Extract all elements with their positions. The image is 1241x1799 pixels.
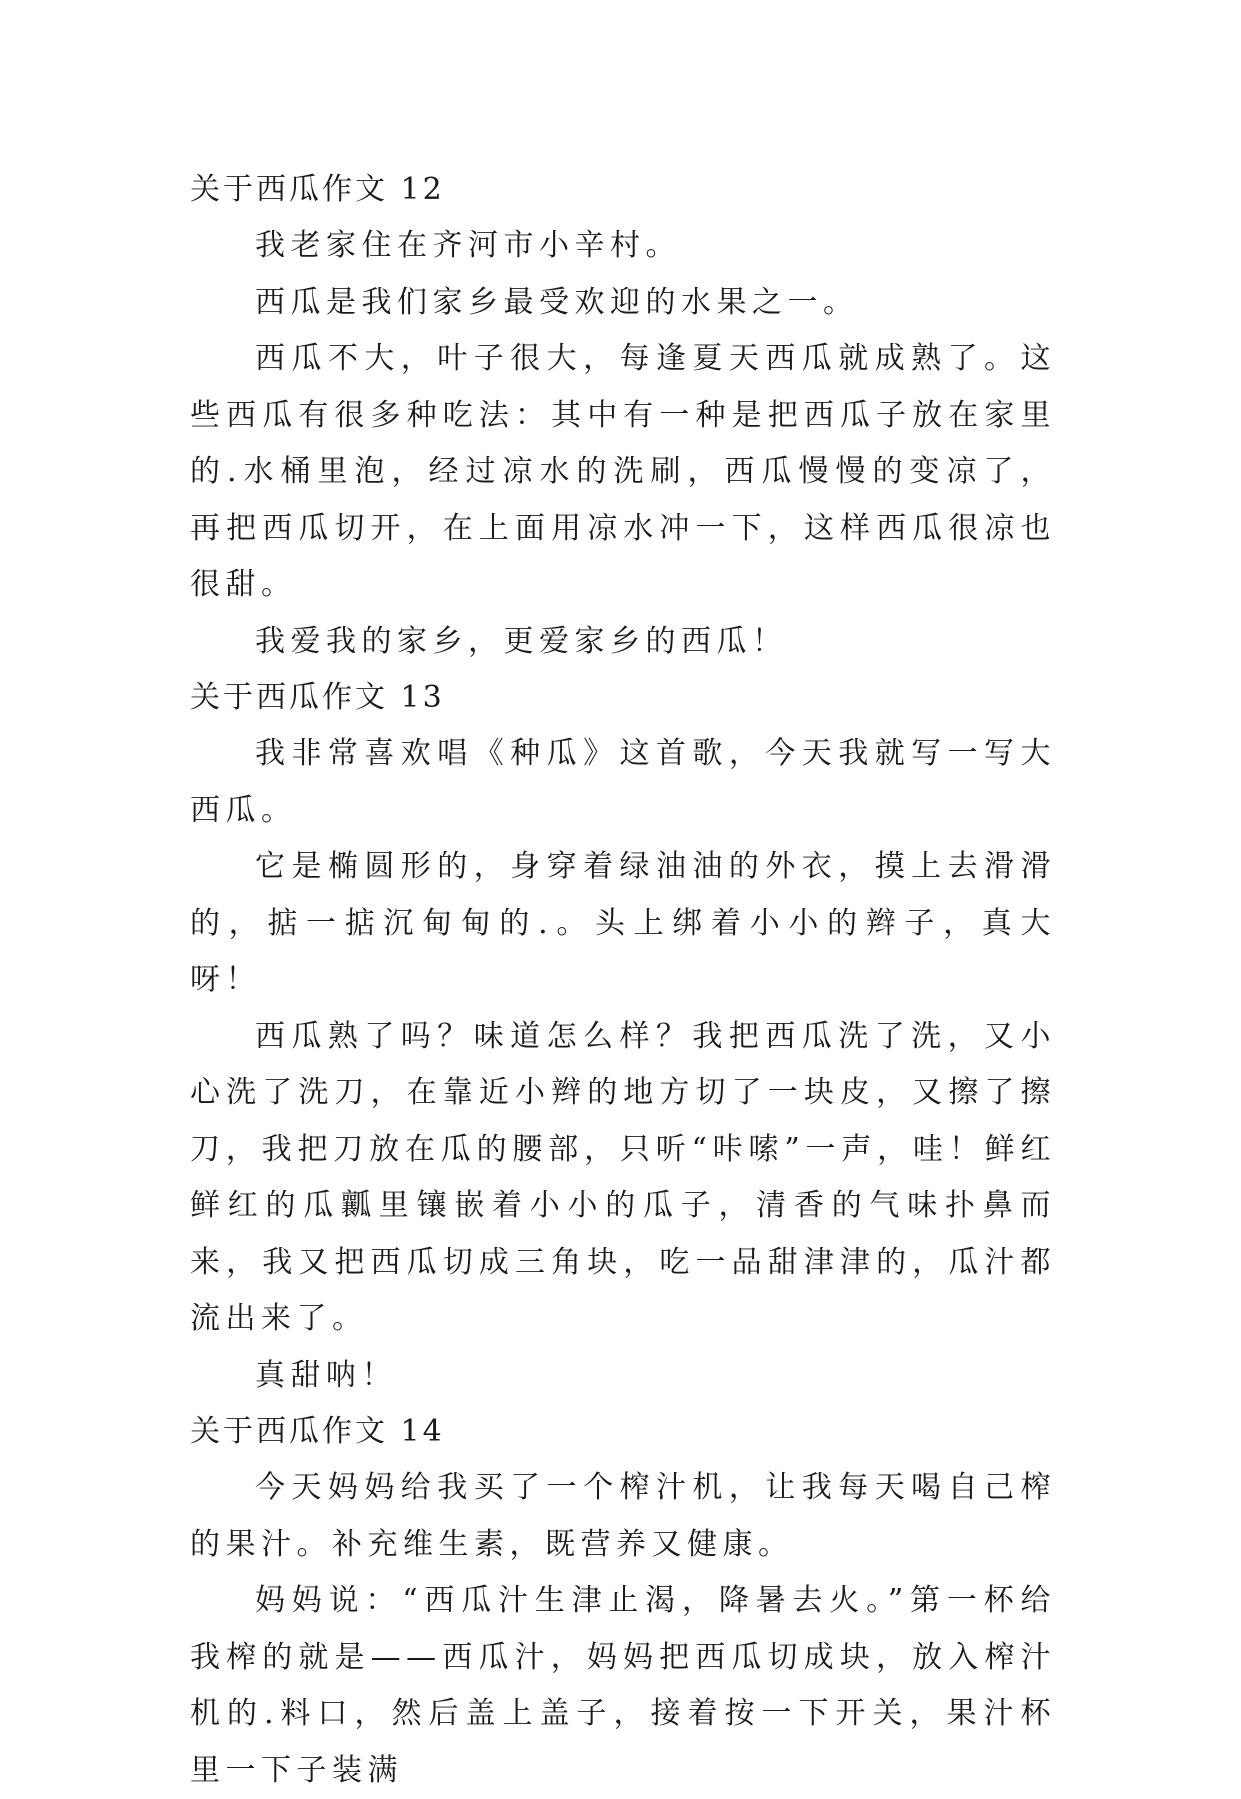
essay-14 <box>190 1404 1056 1799</box>
essay-paragraph: 它是椭圆形的，身穿着绿油油的外衣，摸上去滑滑的，掂一掂沉甸甸的.。头上绑着小小的辫子，真大呀！ <box>190 849 1056 997</box>
essay-paragraph: 我老家住在齐河市小辛村。 <box>255 228 681 263</box>
essay-paragraph: 西瓜是我们家乡最受欢迎的水果之一。 <box>255 284 859 320</box>
document-body <box>190 162 1056 1799</box>
essay-title: 关于西瓜作文 12 <box>190 172 445 207</box>
essay-paragraph: 西瓜不大，叶子很大，每逢夏天西瓜就成熟了。这些西瓜有很多种吃法：其中有一种是把西瓜子放在家里的.水桶里泡，经过凉水的洗刷，西瓜慢慢的变凉了，再把西瓜切开，在上面用凉水冲一下，这样西瓜很凉也很甜。 <box>190 341 1056 602</box>
essay-paragraph: 西瓜熟了吗？味道怎么样？我把西瓜洗了洗，又小心洗了洗刀，在靠近小辫的地方切了一块皮，又擦了擦刀，我把刀放在瓜的腰部，只听“咔嗦”一声，哇！鲜红鲜红的瓜瓤里镶嵌着小小的瓜子，清香的气味扑鼻而来，我又把西瓜切成三角块，吃一品甜津津的，瓜汁都流出来了。 <box>190 1018 1056 1336</box>
essay-paragraph: 妈妈说：“西瓜汁生津止渴，降暑去火。”第一杯给我榨的就是——西瓜汁，妈妈把西瓜切成块，放入榨汁机的.料口，然后盖上盖子，接着按一下开关，果汁杯里一下子装满 <box>190 1583 1056 1788</box>
essay-paragraph: 我爱我的家乡，更爱家乡的西瓜！ <box>255 623 788 659</box>
essay-title: 关于西瓜作文 13 <box>190 680 445 715</box>
essay-paragraph: 真甜呐！ <box>255 1357 397 1393</box>
essay-title: 关于西瓜作文 14 <box>190 1414 445 1449</box>
essay-paragraph: 我非常喜欢唱《种瓜》这首歌，今天我就写一写大西瓜。 <box>190 736 1056 828</box>
essay-paragraph: 今天妈妈给我买了一个榨汁机，让我每天喝自己榨的果汁。补充维生素，既营养又健康。 <box>190 1470 1056 1562</box>
essay-12 <box>190 162 1056 670</box>
essay-13 <box>190 670 1056 1404</box>
